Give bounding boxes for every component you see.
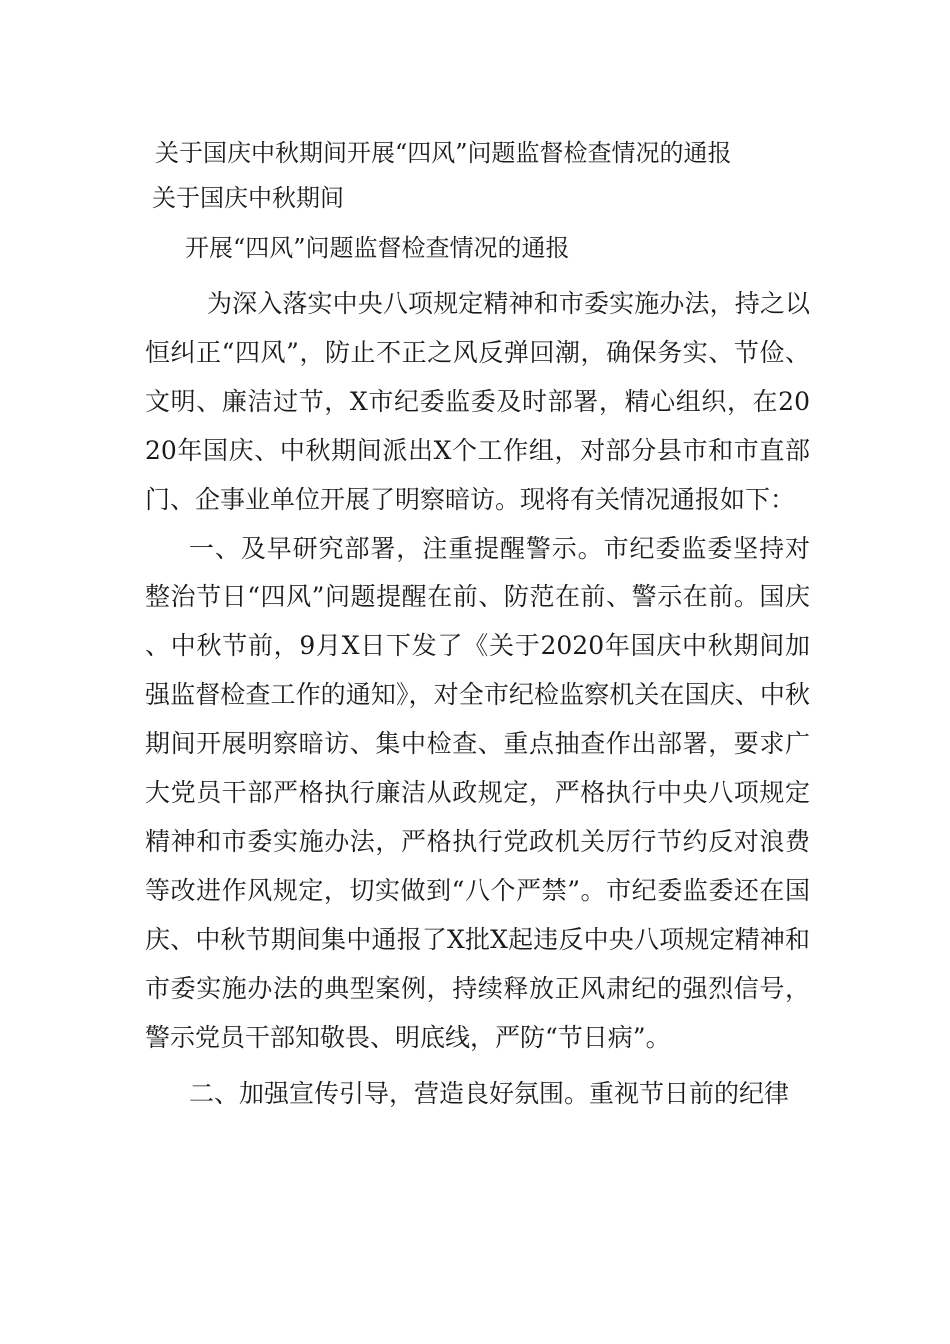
document-title: 关于国庆中秋期间开展“四风”问题监督检查情况的通报 (155, 139, 732, 167)
document-body (145, 280, 810, 1118)
paragraph-intro: 为深入落实中央八项规定精神和市委实施办法，持之以恒纠正“四风”，防止不正之风反弹回潮，确保务实、节俭、文明、廉洁过节，X市纪委监委及时部署，精心组织，在2020年国庆、中秋期间派出X个工作组，对部分县市和市直部门、企事业单位开展了明察暗访。现将有关情况通报如下： (145, 289, 810, 514)
paragraph-section-2: 二、加强宣传引导，营造良好氛围。重视节日前的纪律 (189, 1078, 790, 1108)
subtitle-line-2: 开展“四风”问题监督检查情况的通报 (185, 234, 570, 262)
paragraph-section-1: 一、及早研究部署，注重提醒警示。市纪委监委坚持对整治节日“四风”问题提醒在前、防范在前、警示在前。国庆、中秋节前，9月X日下发了《关于2020年国庆中秋期间加强监督检查工作的通知》，对全市纪检监察机关在国庆、中秋期间开展明察暗访、集中检查、重点抽查作出部署，要求广大党员干部严格执行廉洁从政规定，严格执行中央八项规定精神和市委实施办法，严格执行党政机关厉行节约反对浪费等改进作风规定，切实做到“八个严禁”。市纪委监委还在国庆、中秋节期间集中通报了X批X起违反中央八项规定精神和市委实施办法的典型案例，持续释放正风肃纪的强烈信号，警示党员干部知敬畏、明底线，严防“节日病”。 (145, 533, 810, 1052)
subtitle-line-1: 关于国庆中秋期间 (152, 184, 344, 212)
